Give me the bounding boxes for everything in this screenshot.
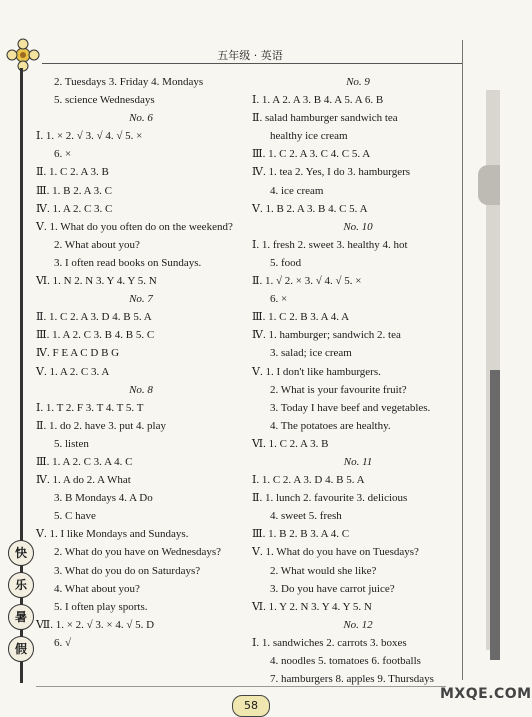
answer-line: 2. What would she like? (270, 564, 377, 577)
answer-line: Ⅲ. 1. C 2. A 3. C 4. C 5. A (252, 148, 371, 161)
answer-line: Ⅵ. 1. Y 2. N 3. Y 4. Y 5. N (252, 600, 372, 613)
answer-line: 6. √ (54, 636, 72, 649)
answer-line: Ⅰ. 1. sandwiches 2. carrots 3. boxes (252, 636, 407, 649)
section-heading: No. 10 (343, 220, 373, 233)
answer-line: 5. science Wednesdays (54, 94, 155, 107)
side-badge: 假 (8, 636, 34, 662)
answer-line: Ⅰ. 1. fresh 2. sweet 3. healthy 4. hot (252, 238, 408, 251)
answer-line: Ⅲ. 1. A 2. C 3. B 4. B 5. C (36, 329, 155, 342)
answer-line: 2. What about you? (54, 238, 140, 251)
page-tab (478, 165, 500, 205)
answer-line: Ⅶ. 1. × 2. √ 3. × 4. √ 5. D (36, 618, 155, 631)
answer-line: 5. listen (54, 437, 89, 450)
side-badge-column (8, 540, 34, 668)
answer-line: Ⅴ. 1. I like Mondays and Sundays. (36, 528, 189, 541)
answer-column-left (36, 73, 246, 652)
section-heading: No. 12 (343, 618, 373, 631)
answer-line: Ⅱ. 1. lunch 2. favourite 3. delicious (252, 492, 408, 505)
answer-line: Ⅱ. 1. C 2. A 3. B (36, 166, 109, 179)
answer-line: Ⅴ. 1. What do you have on Tuesdays? (252, 546, 419, 559)
answer-line: 6. × (54, 148, 72, 161)
answer-line: 2. What is your favourite fruit? (270, 383, 407, 396)
answer-line: Ⅳ. 1. A do 2. A What (36, 474, 131, 487)
header-rule (42, 63, 462, 64)
section-heading: No. 8 (129, 383, 153, 396)
answer-line: Ⅳ. 1. A 2. C 3. C (36, 202, 113, 215)
answer-line: 5. food (270, 256, 302, 269)
answer-line: Ⅲ. 1. A 2. C 3. A 4. C (36, 455, 133, 468)
footer-rule (36, 686, 446, 687)
answer-line: 6. × (270, 293, 288, 306)
answer-line: Ⅲ. 1. B 2. B 3. A 4. C (252, 528, 350, 541)
right-edge-shadow (490, 370, 500, 660)
answer-line: 3. Today I have beef and vegetables. (270, 401, 431, 414)
answer-line: Ⅰ. 1. C 2. A 3. D 4. B 5. A (252, 474, 365, 487)
answer-line: 4. ice cream (270, 184, 324, 197)
section-heading: No. 9 (346, 76, 370, 88)
answer-line: 4. noodles 5. tomatoes 6. footballs (270, 655, 421, 667)
answer-line: Ⅲ. 1. B 2. A 3. C (36, 184, 113, 197)
answer-line: Ⅰ. 1. A 2. A 3. B 4. A 5. A 6. B (252, 94, 384, 107)
answer-column-right (252, 73, 464, 688)
answer-line: Ⅴ. 1. What do you often do on the weekend? (36, 220, 233, 233)
section-heading: No. 7 (129, 293, 153, 306)
answer-line: 4. The potatoes are healthy. (270, 419, 391, 432)
answer-line: Ⅰ. 1. T 2. F 3. T 4. T 5. T (36, 401, 144, 414)
answer-line: 5. C have (54, 510, 96, 523)
answer-line: 2. Tuesdays 3. Friday 4. Mondays (54, 76, 204, 88)
page-header-title: 五年级 · 英语 (217, 49, 283, 62)
answer-line: Ⅱ. salad hamburger sandwich tea (252, 112, 398, 125)
section-heading: No. 11 (343, 455, 373, 468)
answer-line: 5. I often play sports. (54, 600, 148, 613)
answer-line: Ⅵ. 1. C 2. A 3. B (252, 437, 329, 450)
answer-line: 2. What do you have on Wednesdays? (54, 546, 222, 559)
answer-line: healthy ice cream (270, 130, 348, 143)
answer-line: 3. What do you do on Saturdays? (54, 564, 201, 577)
page-number: 58 (232, 695, 270, 717)
side-badge: 快 (8, 540, 34, 566)
answer-line: Ⅴ. 1. B 2. A 3. B 4. C 5. A (252, 202, 368, 215)
answer-line: 7. hamburgers 8. apples 9. Thursdays (270, 673, 434, 686)
section-heading: No. 6 (129, 112, 153, 125)
answer-line: Ⅱ. 1. do 2. have 3. put 4. play (36, 419, 166, 432)
watermark: MXQE.COM (440, 686, 532, 702)
answer-line: Ⅴ. 1. A 2. C 3. A (36, 365, 110, 378)
answer-line: Ⅱ. 1. √ 2. × 3. √ 4. √ 5. × (252, 275, 362, 288)
answer-line: Ⅱ. 1. C 2. A 3. D 4. B 5. A (36, 311, 152, 324)
answer-line: Ⅵ. 1. N 2. N 3. Y 4. Y 5. N (36, 275, 157, 288)
side-badge: 暑 (8, 604, 34, 630)
answer-line: Ⅲ. 1. C 2. B 3. A 4. A (252, 311, 350, 324)
answer-line: Ⅰ. 1. × 2. √ 3. √ 4. √ 5. × (36, 130, 143, 143)
answer-line: Ⅳ. F E A C D B G (36, 347, 120, 360)
answer-line: 3. I often read books on Sundays. (54, 256, 202, 269)
answer-line: Ⅴ. 1. I don't like hamburgers. (252, 365, 381, 378)
answer-line: 3. salad; ice cream (270, 347, 352, 360)
answer-line: 4. sweet 5. fresh (270, 510, 342, 523)
answer-line: Ⅳ. 1. hamburger; sandwich 2. tea (252, 329, 401, 342)
answer-line: 3. Do you have carrot juice? (270, 582, 395, 595)
answer-line: 4. What about you? (54, 582, 140, 595)
side-badge: 乐 (8, 572, 34, 598)
answer-line: Ⅳ. 1. tea 2. Yes, I do 3. hamburgers (252, 166, 411, 179)
answer-line: 3. B Mondays 4. A Do (54, 492, 153, 505)
